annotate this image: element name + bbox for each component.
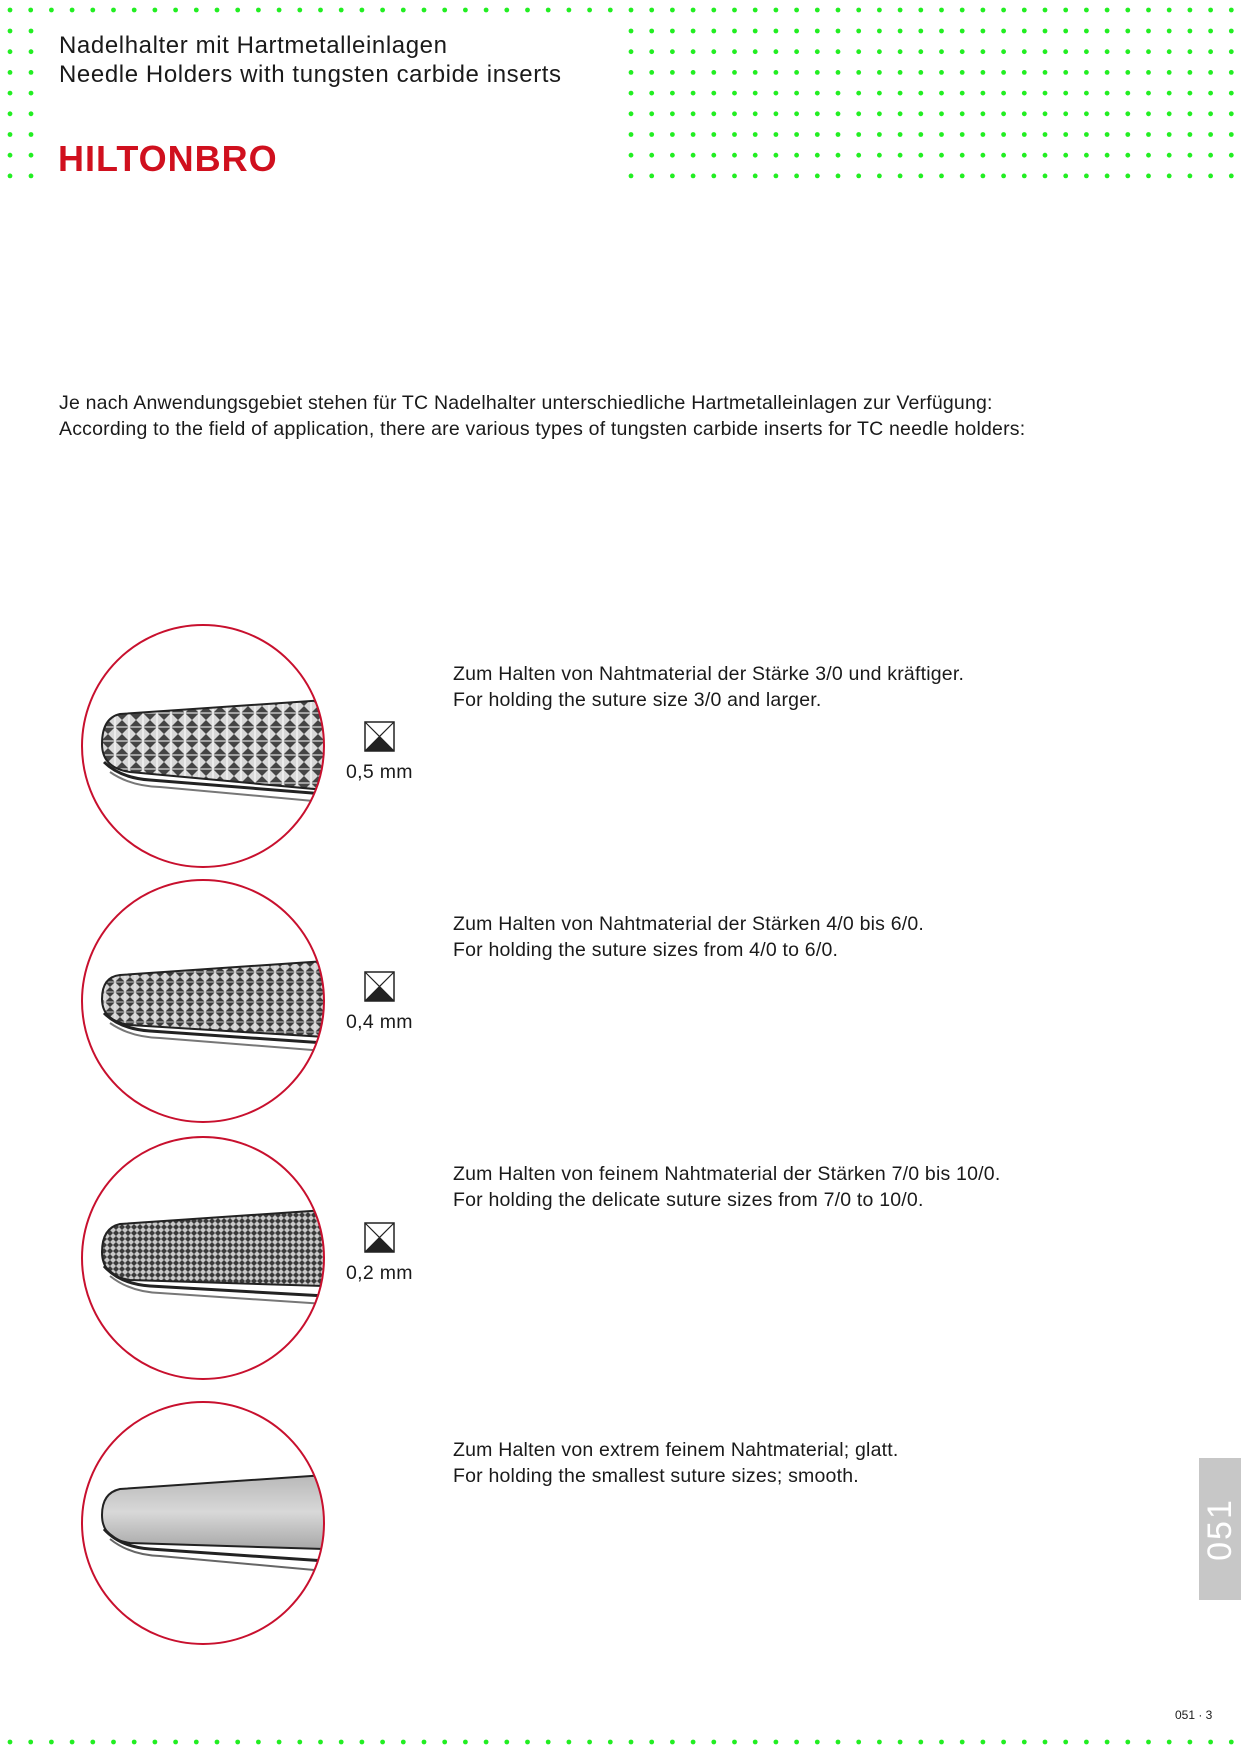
brand-logo: HILTONBRO <box>58 138 278 179</box>
serration-size-icon <box>364 971 395 1002</box>
serration-size-icon <box>364 1222 395 1253</box>
chapter-tab <box>1199 1458 1241 1600</box>
zoom-circle-icon <box>80 877 326 1125</box>
intro-de: Je nach Anwendungsgebiet stehen für TC Nadelhalter unterschiedliche Hartmetalleinlagen zur Verfügung: <box>59 392 993 414</box>
zoom-circle-icon <box>80 622 326 870</box>
insert-desc-de: Zum Halten von feinem Nahtmaterial der Stärken 7/0 bis 10/0. <box>453 1163 1001 1185</box>
insert-desc-en: For holding the suture sizes from 4/0 to 6/0. <box>453 939 839 961</box>
chapter-tab-label: 051 <box>1200 1497 1239 1561</box>
insert-size: 0,4 mm <box>346 1011 413 1033</box>
insert-desc-en: For holding the smallest suture sizes; smooth. <box>453 1465 859 1487</box>
insert-desc-de: Zum Halten von Nahtmaterial der Stärke 3/0 und kräftiger. <box>453 663 965 685</box>
insert-desc-de: Zum Halten von Nahtmaterial der Stärken 4/0 bis 6/0. <box>453 913 925 935</box>
zoom-circle-icon <box>80 1134 326 1382</box>
page-title-en: Needle Holders with tungsten carbide inserts <box>59 61 562 88</box>
serration-size-icon <box>364 721 395 752</box>
insert-desc-en: For holding the suture size 3/0 and larger. <box>453 689 822 711</box>
insert-desc-en: For holding the delicate suture sizes from 7/0 to 10/0. <box>453 1189 924 1211</box>
intro-en: According to the field of application, there are various types of tungsten carbide inserts for TC needle holders: <box>59 418 1026 440</box>
insert-size: 0,2 mm <box>346 1262 413 1284</box>
insert-size: 0,5 mm <box>346 761 413 783</box>
zoom-circle-icon <box>80 1399 326 1647</box>
insert-desc-de: Zum Halten von extrem feinem Nahtmaterial; glatt. <box>453 1439 899 1461</box>
page-number: 051 · 3 <box>1175 1708 1213 1722</box>
page-title-de: Nadelhalter mit Hartmetalleinlagen <box>59 32 448 59</box>
